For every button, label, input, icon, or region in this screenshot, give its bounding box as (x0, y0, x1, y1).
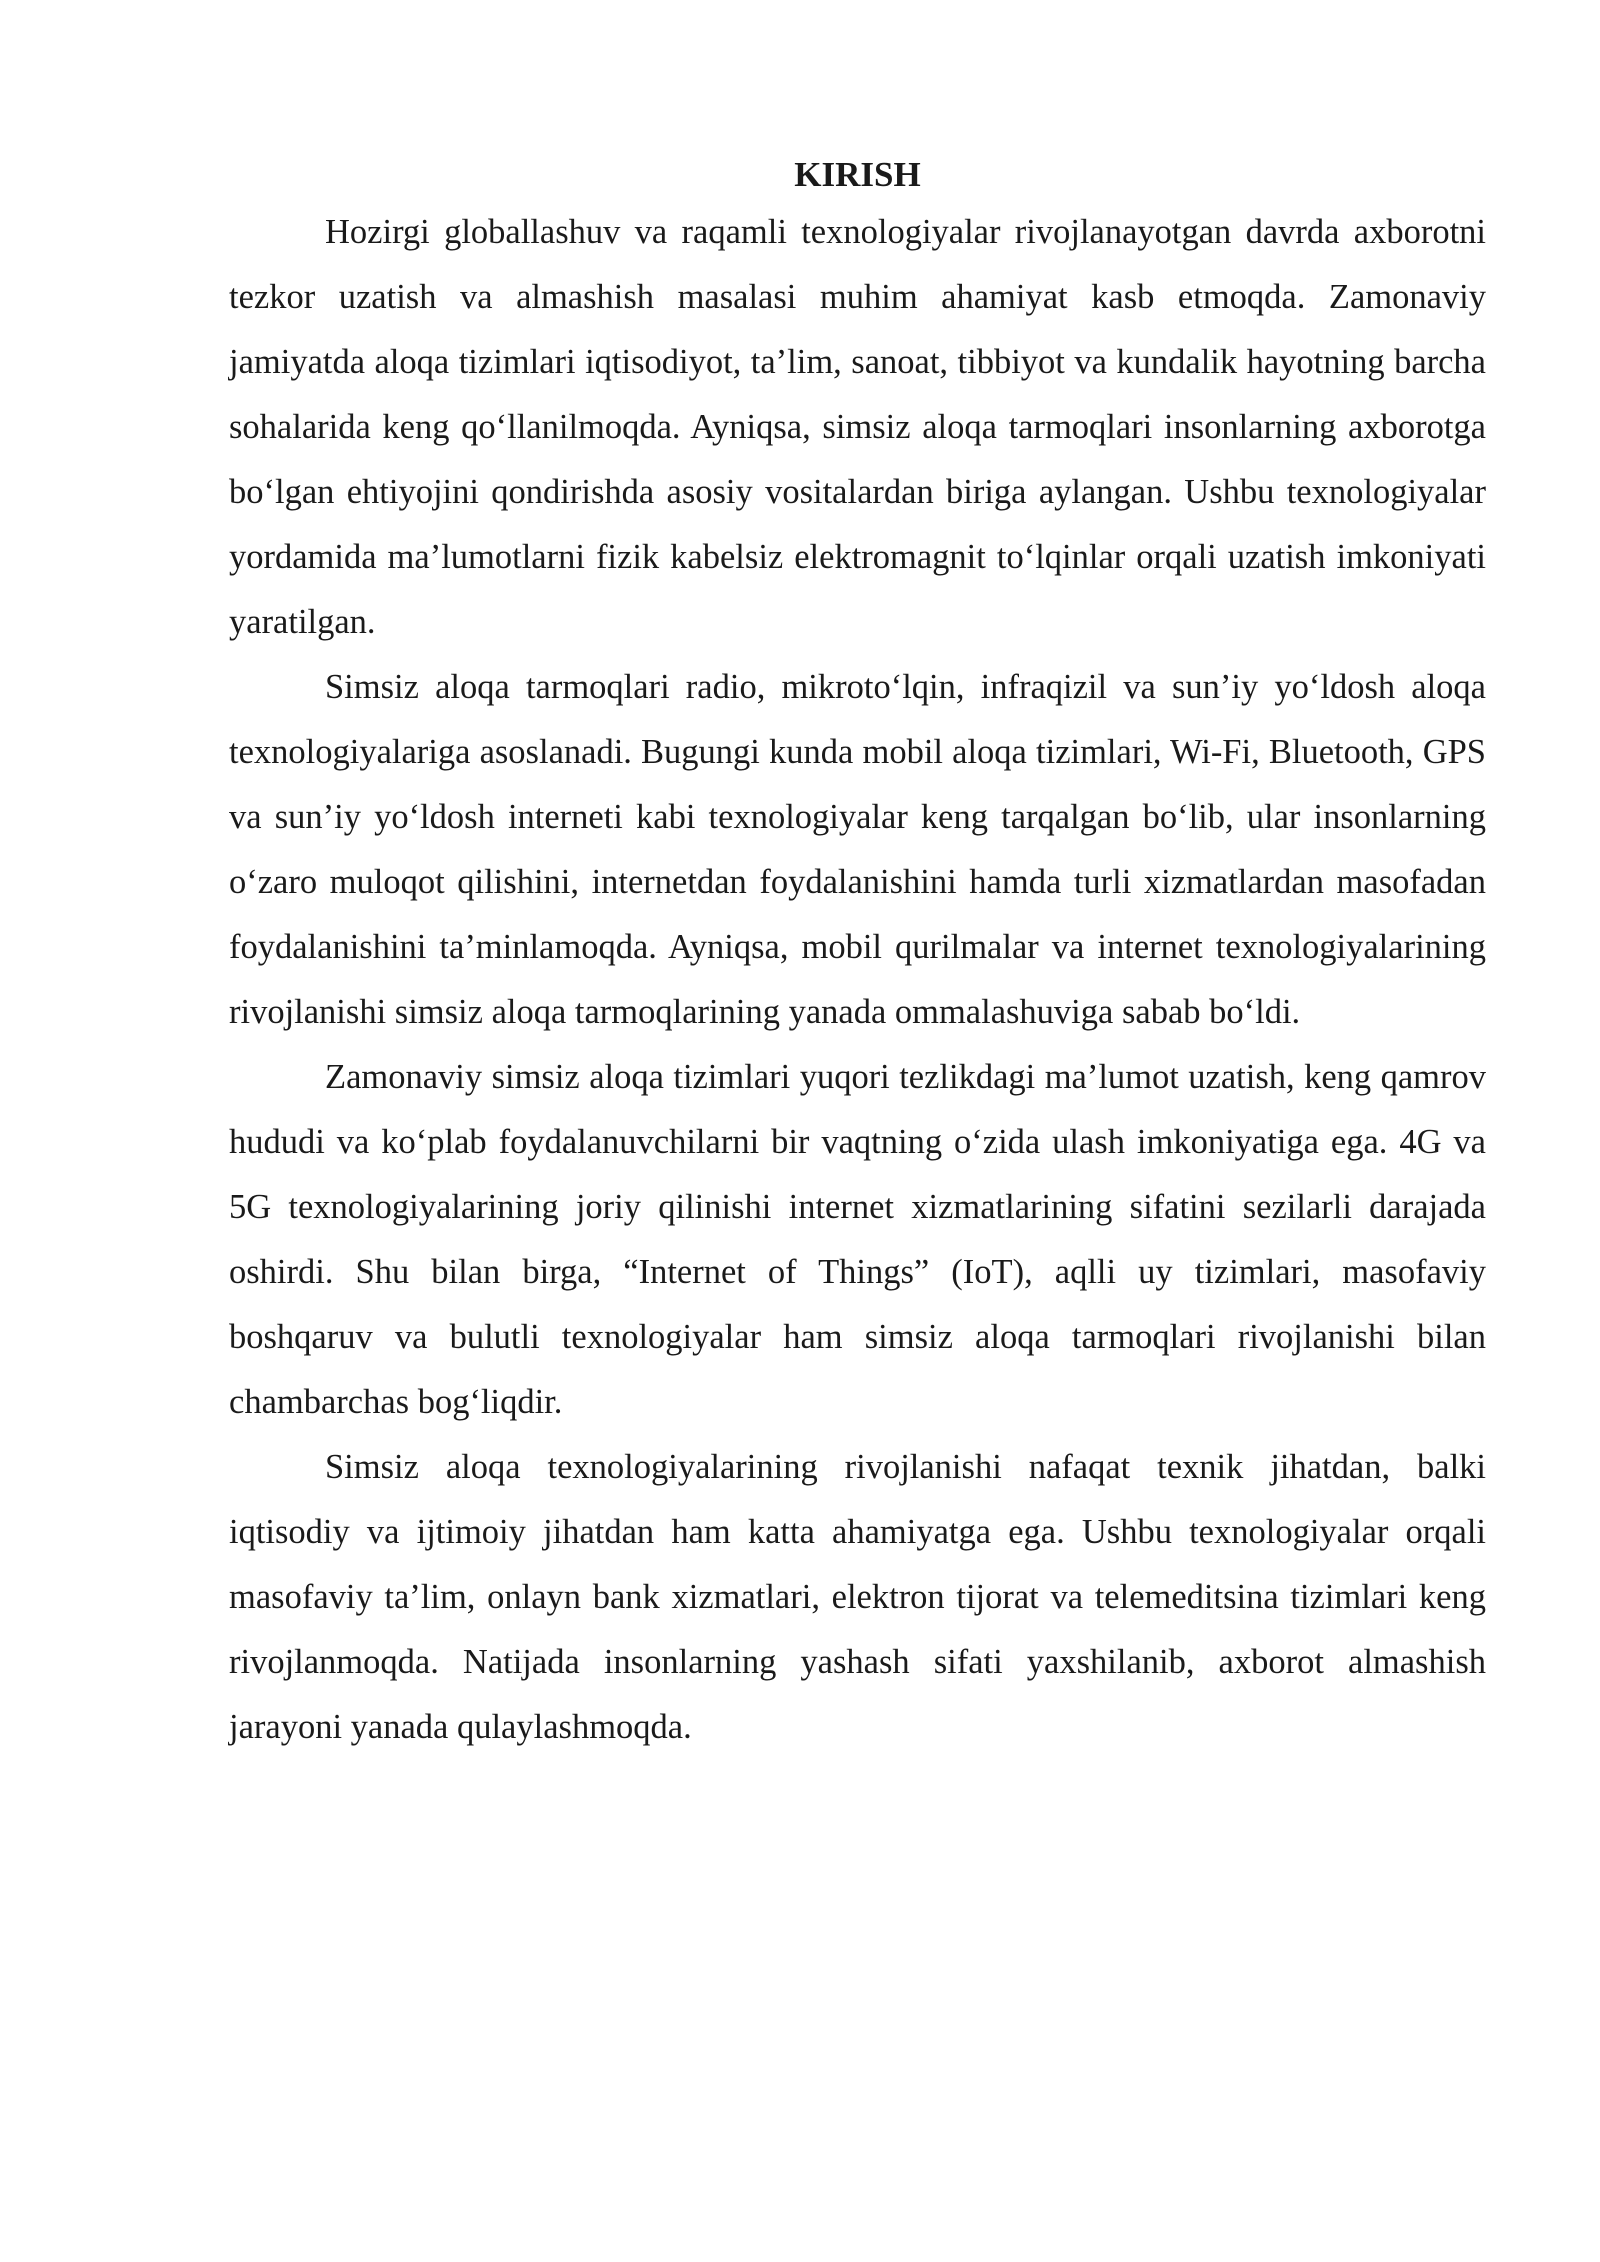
paragraph-4: Simsiz aloqa texnologiyalarining rivojlanishi nafaqat texnik jihatdan, balki iqtisodiy va ijtimoiy jihatdan ham katta ahamiyatga ega. Ushbu texnologiyalar orqali masofaviy ta’lim, onlayn bank xizmatlari, elektron tijorat va telemeditsina tizimlari keng rivojlanmoqda. Natijada insonlarning yashash sifati yaxshilanib, axborot almashish jarayoni yanada qulaylashmoqda. (229, 1448, 1486, 1746)
document-body (229, 150, 1486, 1760)
paragraph-1: Hozirgi globallashuv va raqamli texnologiyalar rivojlanayotgan davrda axborotni tezkor uzatish va almashish masalasi muhim ahamiyat kasb etmoqda. Zamonaviy jamiyatda aloqa tizimlari iqtisodiyot, ta’lim, sanoat, tibbiyot va kundalik hayotning barcha sohalarida keng qo‘llanilmoqda. Ayniqsa, simsiz aloqa tarmoqlari insonlarning axborotga bo‘lgan ehtiyojini qondirishda asosiy vositalardan biriga aylangan. Ushbu texnologiyalar yordamida ma’lumotlarni fizik kabelsiz elektromagnit to‘lqinlar orqali uzatish imkoniyati yaratilgan. (229, 213, 1486, 641)
paragraph-2: Simsiz aloqa tarmoqlari radio, mikroto‘lqin, infraqizil va sun’iy yo‘ldosh aloqa texnologiyalariga asoslanadi. Bugungi kunda mobil aloqa tizimlari, Wi-Fi, Bluetooth, GPS va sun’iy yo‘ldosh interneti kabi texnologiyalar keng tarqalgan bo‘lib, ular insonlarning o‘zaro muloqot qilishini, internetdan foydalanishini hamda turli xizmatlardan masofadan foydalanishini ta’minlamoqda. Ayniqsa, mobil qurilmalar va internet texnologiyalarining rivojlanishi simsiz aloqa tarmoqlarining yanada ommalashuviga sabab bo‘ldi. (229, 668, 1486, 1031)
paragraph-3: Zamonaviy simsiz aloqa tizimlari yuqori tezlikdagi ma’lumot uzatish, keng qamrov hududi va ko‘plab foydalanuvchilarni bir vaqtning o‘zida ulash imkoniyatiga ega. 4G va 5G texnologiyalarining joriy qilinishi internet xizmatlarining sifatini sezilarli darajada oshirdi. Shu bilan birga, “Internet of Things” (IoT), aqlli uy tizimlari, masofaviy boshqaruv va bulutli texnologiyalar ham simsiz aloqa tarmoqlari rivojlanishi bilan chambarchas bog‘liqdir. (229, 1058, 1486, 1421)
page-title: KIRISH (794, 155, 921, 194)
